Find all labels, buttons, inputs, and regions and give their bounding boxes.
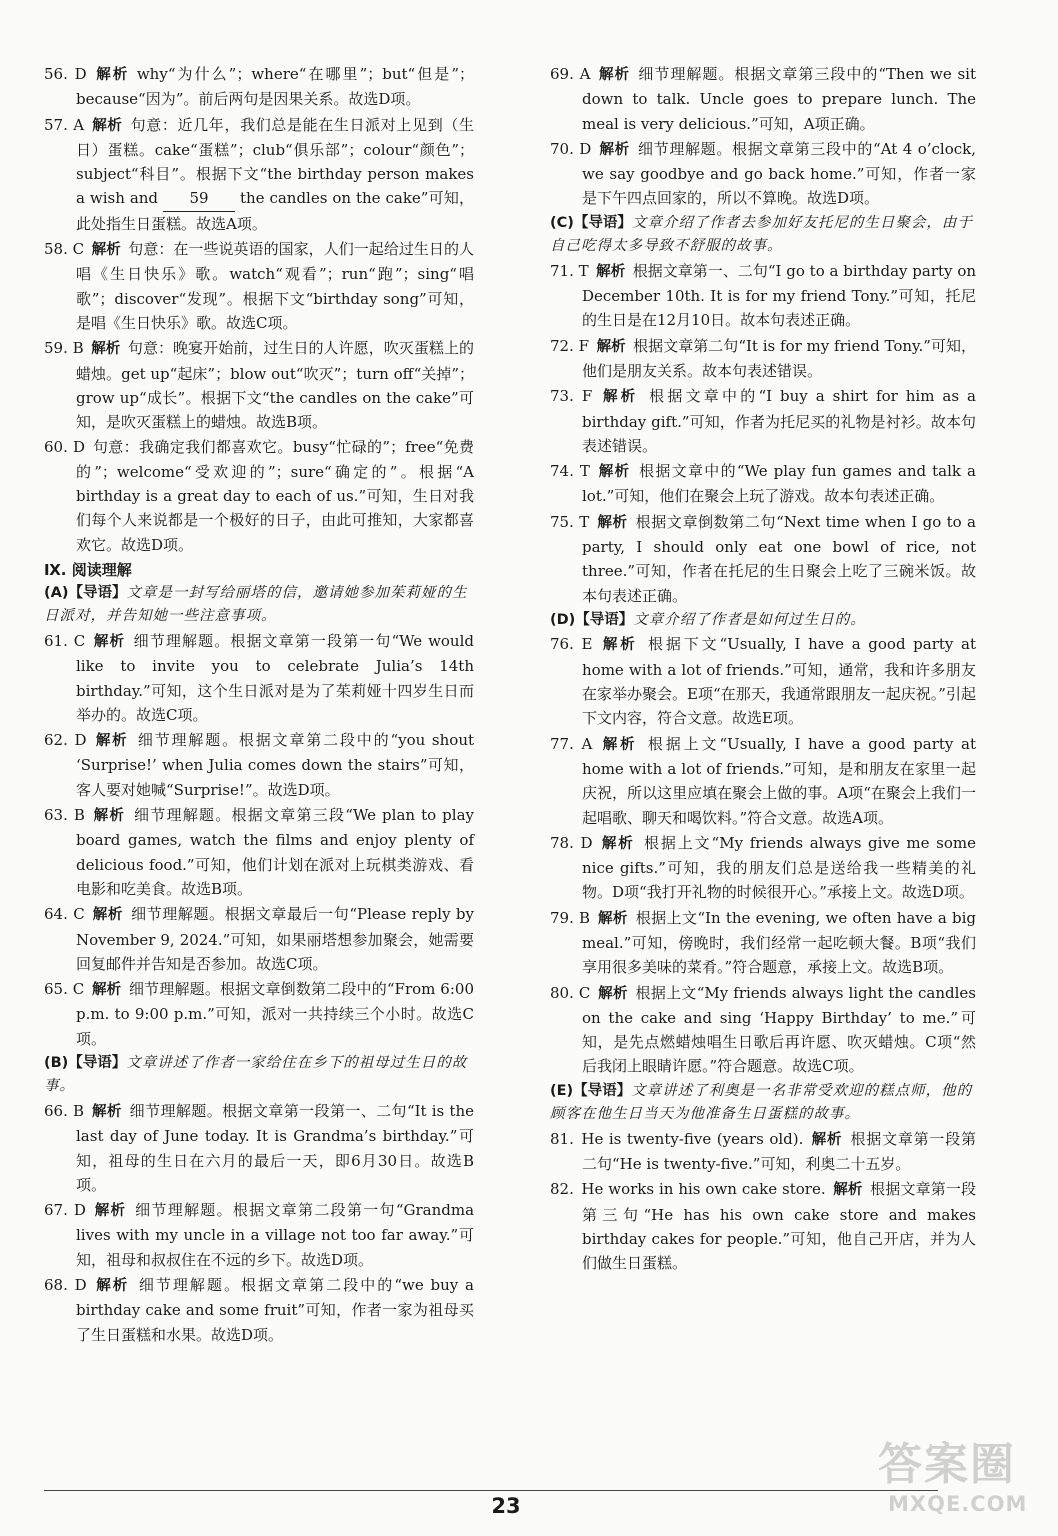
answer-entry	[44, 977, 474, 1051]
answer-entry	[550, 137, 976, 211]
question-number: 75. T	[550, 512, 590, 531]
explanation-text: 根据上文“Usually, I have a good party at home with a lot of friends.”可知，是和朋友在家里一起庆祝，所以这里应填在聚会上做的事。A项“在聚会上我们一起唱歌、聊天和喝饮料。”符合文意。故选A项。	[582, 734, 976, 827]
question-number: 57. A	[44, 115, 85, 134]
answer-entry	[44, 902, 474, 976]
question-number: 61. C	[44, 631, 86, 650]
explanation-text: 细节理解题。根据文章第二段中的“you shout ‘Surprise!’ when Julia comes down the stairs”可知，客人要对她喊“Surprise!”。故选D项。	[76, 731, 475, 799]
explanation-text: 根据上文“In the evening, we often have a big meal.”可知，傍晚时，我们经常一起吃顿大餐。B项“我们享用很多美味的菜肴。”符合题意，承接上文。故选B项。	[582, 908, 976, 977]
explanation-text: 根据上文“My friends always give me some nice gifts.”可知，我的朋友们总是送给我一些精美的礼物。D项“我打开礼物的时候很开心。”承接上文。故选D项。	[582, 833, 977, 902]
question-number: 68. D	[44, 1276, 87, 1295]
analysis-label: 解析	[599, 637, 638, 654]
intro-tag: (D)【导语】	[550, 611, 634, 628]
question-number: 58. C	[44, 240, 85, 259]
answer-entry	[44, 1273, 474, 1347]
answer-entry	[550, 831, 976, 905]
question-number: 71. T	[550, 261, 589, 280]
answer-entry	[550, 1177, 976, 1275]
answer-entry	[550, 334, 976, 384]
analysis-label: 解析	[93, 1203, 127, 1220]
watermark-cn: 答案圈	[878, 1439, 1016, 1490]
answer-entry	[44, 1198, 474, 1272]
explanation-text: 细节理解题。根据文章第三段中的“Then we sit down to talk. Uncle goes to prepare lunch. The meal is very delicious.”可知，A项正确。	[582, 65, 976, 133]
question-number: 56. D	[44, 65, 87, 83]
right-column	[550, 62, 976, 1277]
analysis-label: 解析	[598, 141, 630, 158]
explanation-text: 根据文章第二句“It is for my friend Tony.”可知，他们是朋友关系。故本句表述错误。	[582, 336, 977, 380]
left-column	[44, 62, 474, 1348]
answer-entry	[44, 336, 474, 434]
question-number: 59. B	[44, 339, 84, 358]
analysis-label: 解析	[597, 464, 631, 481]
analysis-label: 解析	[597, 910, 628, 927]
watermark-en: MXQE.COM	[888, 1492, 1028, 1516]
answer-entry	[550, 906, 976, 980]
answer-entry	[44, 803, 474, 901]
answer-entry	[44, 237, 474, 335]
explanation-text: 根据文章中的“I buy a shirt for him as a birthday gift.”可知，作者为托尼买的礼物是衬衫。故本句表述错误。	[582, 387, 976, 455]
explanation-text: 句意：近几年，我们总是能在生日派对上见到（生日）蛋糕。cake“蛋糕”；club“俱乐部”；colour“颜色”；subject“科目”。根据下文“the birthday person makes a wish and	[76, 115, 474, 208]
explanation-text: the candles on the cake”可知，此处指生日蛋糕。故选A项。	[76, 189, 474, 233]
intro-text: 文章介绍了作者是如何过生日的。	[633, 611, 866, 628]
page-number: 23	[481, 1494, 531, 1518]
answer-entry	[44, 728, 474, 802]
question-number: 64. C	[44, 905, 85, 924]
explanation-text: 根据文章第一、二句“I go to a birthday party on December 10th. It is for my friend Tony.”可知，托尼的生日是在12月10日。故本句表述正确。	[582, 261, 977, 330]
analysis-label: 解析	[810, 1131, 843, 1148]
answer-entry	[550, 384, 976, 458]
explanation-text: 细节理解题。根据文章倒数第二段中的“From 6:00 p.m. to 9:00 p.m.”可知，派对一共持续三个小时。故选C项。	[76, 980, 474, 1048]
analysis-label: 解析	[596, 514, 628, 531]
analysis-label: 解析	[91, 117, 123, 134]
answer-entry	[550, 732, 976, 830]
answer-entry	[550, 981, 976, 1079]
question-number: 79. B	[550, 908, 591, 927]
explanation-text: 句意：在一些说英语的国家，人们一起给过生日的人唱《生日快乐》歌。watch“观看”；run“跑”；sing“唱歌”；discover“发现”。根据下文“birthday song”可知，是唱《生日快乐》歌。故选C项。	[76, 240, 474, 332]
question-number: 73. F	[550, 387, 593, 406]
analysis-label: 解析	[91, 982, 122, 999]
passage-intro	[44, 582, 474, 629]
explanation-text: 细节理解题。根据文章第三段“We plan to play board games, watch the films and enjoy plenty of delicious food.”可知，他们计划在派对上玩棋类游戏、看电影和吃美食。故选B项。	[76, 806, 474, 898]
answer-text: He is twenty-five (years old).	[581, 1129, 804, 1148]
explanation-text: 根据上文“My friends always light the candles on the cake and sing ‘Happy Birthday’ to me.”可知，是先点燃蜡烛唱生日歌后再许愿、吹灭蜡烛。C项“然后我闭上眼睛许愿。”符合题意。故选C项。	[582, 983, 976, 1076]
question-number: 63. B	[44, 806, 85, 825]
answer-entry	[550, 62, 976, 136]
passage-intro	[44, 1052, 474, 1099]
analysis-label: 解析	[597, 67, 630, 83]
analysis-label: 解析	[92, 907, 123, 924]
analysis-label: 解析	[94, 67, 130, 83]
explanation-text: 细节理解题。根据文章最后一句“Please reply by November 9, 2024.”可知，如果丽塔想参加聚会，她需要回复邮件并告知是否参加。故选C项。	[76, 905, 475, 973]
watermark-logo	[878, 1440, 1050, 1532]
explanation-text: 根据文章倒数第二句“Next time when I go to a party, I should only eat one bowl of rice, not three.”可知，作者在托尼的生日聚会上吃了三碗米饭。故本句表述正确。	[582, 512, 976, 605]
explanation-text: 根据文章中的“We play fun games and talk a lot.”可知，他们在聚会上玩了游戏。故本句表述正确。	[582, 462, 976, 506]
passage-intro	[550, 609, 976, 633]
footer-rule	[44, 1490, 938, 1491]
intro-text: 文章讲述了作者一家给住在乡下的祖母过生日的故事。	[44, 1054, 468, 1095]
blank-59: 59	[163, 186, 235, 211]
analysis-label: 解析	[599, 736, 638, 753]
intro-text: 文章介绍了作者去参加好友托尼的生日聚会，由于自己吃得太多导致不舒服的故事。	[550, 214, 973, 255]
analysis-label: 解析	[91, 242, 121, 259]
explanation-text: 句意：晚宴开始前，过生日的人许愿，吹灭蛋糕上的蜡烛。get up“起床”；blow out“吹灭”；turn off“关掉”；grow up“成长”。根据下文“the candles on the cake”可知，是吹灭蛋糕上的蜡烛。故选B项。	[76, 339, 474, 432]
question-number: 78. D	[550, 833, 593, 852]
analysis-label: 解析	[92, 808, 126, 825]
explanation-text: 句意：我确定我们都喜欢它。busy“忙碌的”；free“免费的”；welcome“受欢迎的”；sure“确定的”。根据“A birthday is a great day to each of us.”可知，生日对我们每个人来说都是一个极好的日子，由此可推知，大家都喜欢它。故选D项。	[76, 438, 474, 554]
answer-entry	[44, 1099, 474, 1197]
explanation-text: 细节理解题。根据文章第三段中的“At 4 o’clock, we say goodbye and go back home.”可知，作者一家是下午四点回家的，所以不算晚。故选D项。	[582, 139, 977, 208]
question-number: 76. E	[550, 635, 593, 654]
analysis-label: 解析	[91, 341, 121, 358]
explanation-text: 根据文章第一段第三句“He has his own cake store and makes birthday cakes for people.”可知，他自己开店，并为人们做生日蛋糕。	[582, 1180, 976, 1273]
explanation-text: 根据下文“Usually, I have a good party at home with a lot of friends.”可知，通常，我和许多朋友在家举办聚会。E项“在那天，我通常跟朋友一起庆祝。”引起下文内容，符合文意。故选E项。	[582, 635, 977, 728]
answer-entry	[44, 62, 474, 112]
passage-intro	[550, 1080, 976, 1127]
passage-intro	[550, 212, 976, 259]
question-number: 65. C	[44, 980, 85, 999]
question-number: 74. T	[550, 462, 590, 481]
intro-text: 文章讲述了利奥是一名非常受欢迎的糕点师，他的顾客在他生日当天为他准备生日蛋糕的故事。	[550, 1082, 973, 1123]
analysis-label: 解析	[94, 1278, 130, 1295]
explanation-text: 细节理解题。根据文章第一段第一、二句“It is the last day of June today. It is Grandma’s birthday.”可知，祖母的生日在六月的最后一天，即6月30日。故选B项。	[76, 1101, 474, 1194]
analysis-label: 解析	[600, 835, 635, 852]
analysis-label: 解析	[599, 389, 639, 406]
question-number: 67. D	[44, 1201, 86, 1220]
intro-tag: (E)【导语】	[550, 1082, 632, 1099]
answer-entry	[44, 435, 474, 556]
analysis-label: 解析	[596, 338, 626, 355]
question-number: 80. C	[550, 983, 591, 1002]
answer-entry	[550, 510, 976, 608]
analysis-label: 解析	[833, 1182, 863, 1199]
answer-entry	[550, 459, 976, 509]
section-heading: Ⅸ. 阅读理解	[44, 560, 132, 579]
analysis-label: 解析	[91, 1103, 122, 1120]
answer-entry	[44, 113, 474, 236]
question-number: 62. D	[44, 731, 87, 750]
intro-tag: (A)【导语】	[44, 584, 127, 601]
answer-entry	[44, 629, 474, 727]
question-number: 77. A	[550, 734, 593, 753]
explanation-text: why“为什么”；where“在哪里”；but“但是”；because“因为”。前后两句是因果关系。故选D项。	[76, 65, 475, 109]
intro-tag: (C)【导语】	[550, 214, 632, 231]
explanation-text: 细节理解题。根据文章第一段第一句“We would like to invite you to celebrate Julia’s 14th birthday.”可知，这个生日派对是为了茱莉娅十四岁生日而举办的。故选C项。	[76, 631, 474, 724]
answer-text: He works in his own cake store.	[581, 1180, 826, 1199]
answer-entry	[550, 1127, 976, 1177]
analysis-label: 解析	[596, 263, 626, 280]
intro-tag: (B)【导语】	[44, 1054, 127, 1071]
explanation-text: 细节理解题。根据文章第二段第一句“Grandma lives with my uncle in a village not too far away.”可知，祖母和叔叔住在不远的乡下。故选D项。	[76, 1201, 475, 1269]
analysis-label: 解析	[597, 985, 628, 1002]
question-number: 70. D	[550, 139, 592, 158]
explanation-text: 细节理解题。根据文章第二段中的“we buy a birthday cake and some fruit”可知，作者一家为祖母买了生日蛋糕和水果。故选D项。	[76, 1276, 474, 1344]
answer-entry	[550, 632, 976, 730]
question-number: 60. D	[44, 438, 86, 457]
question-number: 81.	[550, 1129, 574, 1148]
question-number: 82.	[550, 1180, 574, 1199]
analysis-label: 解析	[94, 733, 129, 750]
question-number: 69. A	[550, 65, 591, 83]
question-number: 66. B	[44, 1101, 85, 1120]
analysis-label: 解析	[92, 633, 126, 650]
answer-entry	[550, 259, 976, 333]
question-number: 72. F	[550, 336, 590, 355]
intro-text: 文章是一封写给丽塔的信，邀请她参加茱莉娅的生日派对，并告知她一些注意事项。	[44, 584, 468, 625]
explanation-text: 根据文章第一段第二句“He is twenty-five.”可知，利奥二十五岁。	[582, 1129, 976, 1174]
